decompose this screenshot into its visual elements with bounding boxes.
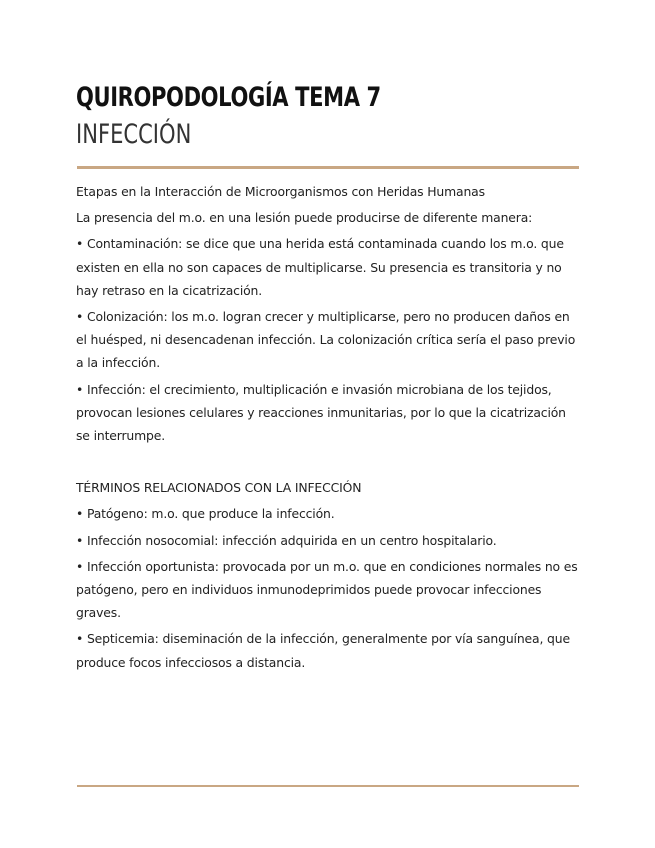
list-item: • Infección oportunista: provocada por un m.o. que en condiciones normales no es patógeno, pero en individuos inmunodeprimidos puede provocar infecciones graves. (76, 558, 578, 621)
page-title: QUIROPODOLOGÍA TEMA 7 (76, 82, 381, 113)
list-item: • Septicemia: diseminación de la infección, generalmente por vía sanguínea, que produce focos infecciosos a distancia. (76, 631, 570, 670)
stages-lead: La presencia del m.o. en una lesión puede producirse de diferente manera: (76, 210, 533, 226)
section-spacer (76, 450, 581, 476)
list-item: • Contaminación: se dice que una herida está contaminada cuando los m.o. que existen en ella no son capaces de multiplicarse. Su presencia es transitoria y no hay retraso en la cicatrización. (76, 236, 564, 298)
stages-heading: Etapas en la Interacción de Microorganismos con Heridas Humanas (76, 184, 485, 199)
footer-divider (77, 785, 579, 787)
page-subtitle: INFECCIÓN (76, 119, 192, 150)
list-item: • Infección: el crecimiento, multiplicación e invasión microbiana de los tejidos, provocan lesiones celulares y reacciones inmunitarias, por lo que la cicatrización se interrumpe. (76, 381, 566, 444)
list-item: • Colonización: los m.o. logran crecer y multiplicarse, pero no producen daños en el huésped, ni desencadenan infección. La colonización crítica sería el paso previo a la infección. (76, 309, 576, 371)
list-item: • Patógeno: m.o. que produce la infección. (76, 506, 335, 522)
list-item: • Infección nosocomial: infección adquirida en un centro hospitalario. (76, 532, 497, 548)
terms-heading: TÉRMINOS RELACIONADOS CON LA INFECCIÓN (76, 480, 362, 496)
header-divider (77, 166, 579, 169)
document-body (76, 180, 581, 677)
